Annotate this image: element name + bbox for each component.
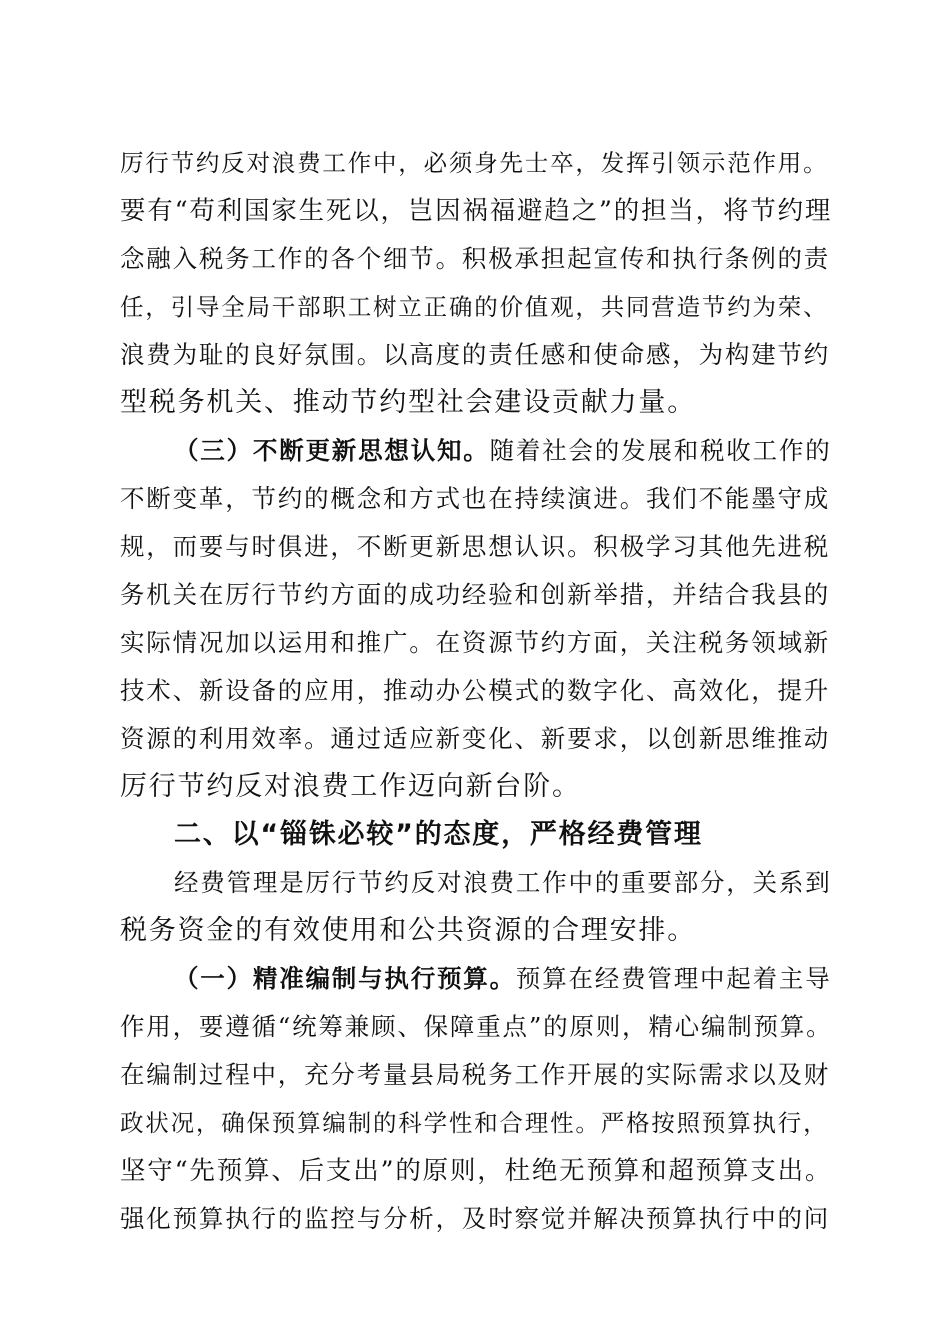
paragraph-3-heading: （三）不断更新思想认知。 [174,436,490,465]
text-line: 坚守“先预算、后支出”的原则，杜绝无预算和超预算支出。 [120,1156,833,1186]
paragraph-3-text: 随着社会的发展和税收工作的 [489,436,832,465]
paragraph-3-first-line [174,425,840,477]
text-line: 强化预算执行的监控与分析，及时察觉并解决预算执行中的问 [120,1204,831,1233]
text-line: 厉行节约反对浪费工作中，必须身先士卒，发挥引领示范作用。 [120,149,829,177]
text-line: 作用，要遵循“统筹兼顾、保障重点”的原则，精心编制预算。 [120,1012,833,1041]
text-line: 技术、新设备的应用，推动办公模式的数字化、高效化，提升 [120,676,831,705]
paragraph-4-text: 预算在经费管理中起着主导 [515,964,832,993]
text-line: 在编制过程中，充分考量县局税务工作开展的实际需求以及财 [120,1060,831,1089]
text-line: 厉行节约反对浪费工作迈向新台阶。 [120,771,581,802]
text-line: 规，而要与时俱进，不断更新思想认识。积极学习其他先进税 [120,532,831,561]
text-line: 政状况，确保预算编制的科学性和合理性。严格按照预算执行， [120,1109,829,1137]
text-line: 型税务机关、推动节约型社会建设贡献力量。 [120,387,696,418]
text-line: 务机关在厉行节约方面的成功经验和创新举措，并结合我县的 [120,580,831,609]
paragraph-4-first-line [174,953,840,1005]
intro-paragraph-first-line: 经费管理是厉行节约反对浪费工作中的重要部分，关系到 [174,868,832,897]
text-line: 不断变革，节约的概念和方式也在持续演进。我们不能墨守成 [120,484,831,513]
text-line: 念融入税务工作的各个细节。积极承担起宣传和执行条例的责 [120,244,831,273]
text-line: 浪费为耻的良好氛围。以高度的责任感和使命感，为构建节约 [120,340,831,369]
text-line: 税务资金的有效使用和公共资源的合理安排。 [120,915,696,946]
paragraph-4-heading: （一）精准编制与执行预算。 [174,964,516,993]
text-line: 任，引导全局干部职工树立正确的价值观，共同营造节约为荣、 [120,293,829,321]
text-line: 实际情况加以运用和推广。在资源节约方面，关注税务领域新 [120,628,831,657]
text-line: 要有“苟利国家生死以，岂因祸福避趋之”的担当，将节约理 [120,196,833,226]
text-line: 资源的利用效率。通过适应新变化、新要求，以创新思维推动 [120,724,831,753]
section-heading: 二、以“锱铢必较”的态度，严格经费管理 [174,819,703,850]
